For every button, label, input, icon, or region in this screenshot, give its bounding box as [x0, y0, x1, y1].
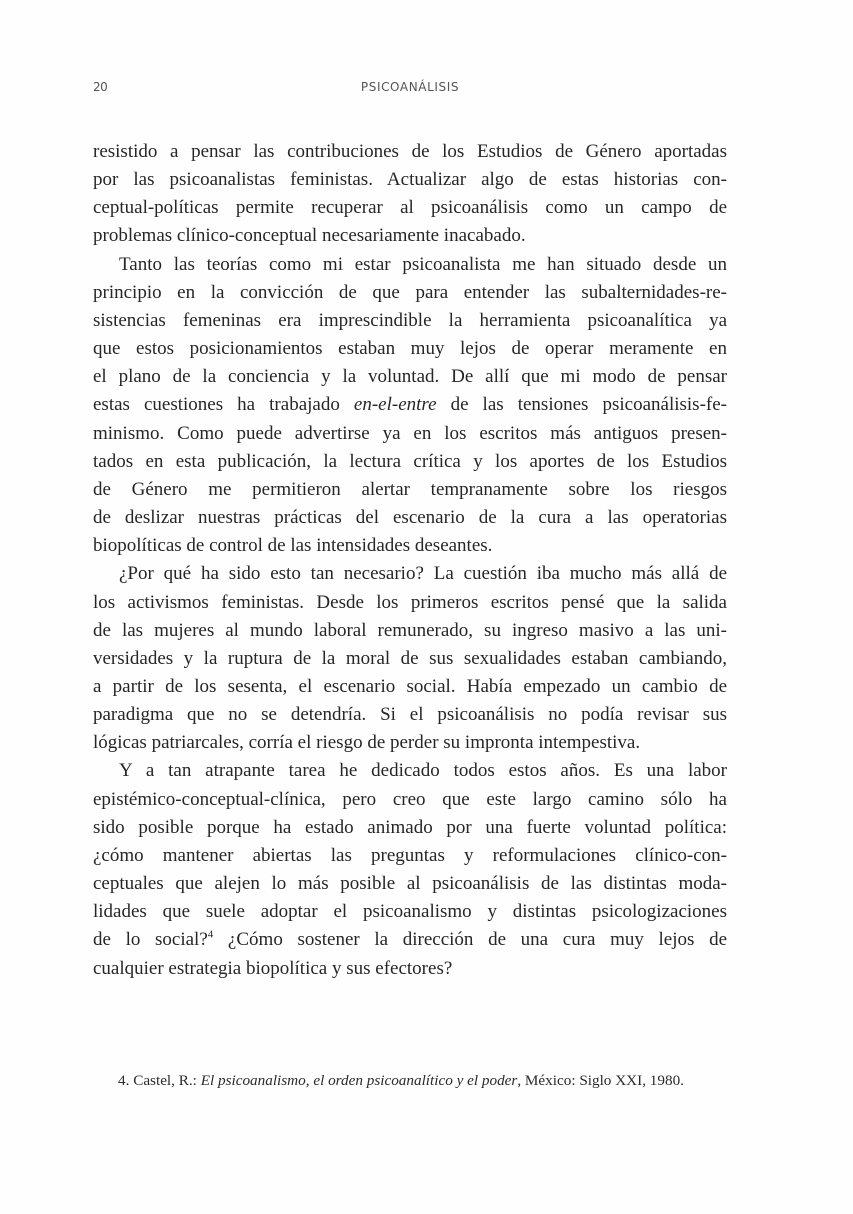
paragraph-4 — [93, 757, 727, 982]
text-run: ¿Cómo sostener la dirección de una cura muy lejos de — [213, 929, 728, 951]
text-line: problemas clínico-conceptual necesariamente inacabado. — [93, 225, 526, 247]
text-line: principio en la convicción de que para entender las subalternidades-re- — [93, 281, 727, 303]
text-line: a partir de los sesenta, el escenario social. Había empezado un cambio de — [93, 675, 727, 697]
text-run: de las tensiones psicoanálisis-fe- — [436, 394, 727, 416]
paragraph-2 — [93, 251, 727, 561]
text-line: ¿cómo mantener abiertas las preguntas y reformulaciones clínico-con- — [93, 844, 727, 866]
text-line: ceptual-políticas permite recuperar al psicoanálisis como un campo de — [93, 197, 727, 219]
text-run: de lo social? — [93, 929, 208, 951]
footnote-title: El psicoanalismo, el orden psicoanalítico y el poder — [200, 1071, 518, 1089]
running-title: PSICOANÁLISIS — [360, 80, 460, 94]
running-head — [93, 80, 727, 102]
text-line: versidades y la ruptura de la moral de sus sexualidades estaban cambiando, — [93, 647, 727, 669]
paragraph-3 — [93, 560, 727, 757]
italic-term: en-el-entre — [353, 394, 437, 416]
footnote — [118, 1071, 758, 1131]
footnote-reference[interactable]: 4 — [207, 929, 214, 942]
text-run: estas cuestiones ha trabajado — [93, 394, 354, 416]
text-line: los activismos feministas. Desde los primeros escritos pensé que la salida — [93, 591, 727, 613]
text-line: cualquier estrategia biopolítica y sus efectores? — [93, 957, 453, 979]
text-line: resistido a pensar las contribuciones de los Estudios de Género aportadas — [93, 141, 727, 162]
text-line: lidades que suele adoptar el psicoanalismo y distintas psicologizaciones — [93, 901, 727, 923]
text-line: paradigma que no se detendría. Si el psicoanálisis no podía revisar sus — [93, 704, 727, 726]
text-line: que estos posicionamientos estaban muy lejos de operar meramente en — [93, 338, 727, 360]
text-line: Y a tan atrapante tarea he dedicado todos estos años. Es una labor — [119, 760, 727, 782]
text-line: sido posible porque ha estado animado por una fuerte voluntad política: — [93, 816, 727, 838]
text-line: de deslizar nuestras prácticas del escenario de la cura a las operatorias — [93, 507, 727, 529]
text-line-with-footnote-ref — [93, 926, 727, 954]
paragraph-1 — [93, 138, 727, 251]
text-line: ceptuales que alejen lo más posible al psicoanálisis de las distintas moda- — [93, 873, 727, 895]
text-line: de las mujeres al mundo laboral remunerado, su ingreso masivo a las uni- — [93, 619, 727, 641]
footnote-author: Castel, R.: — [133, 1071, 197, 1089]
text-line: de Género me permitieron alertar tempranamente sobre los riesgos — [93, 478, 727, 500]
text-line: epistémico-conceptual-clínica, pero creo que este largo camino sólo ha — [93, 788, 727, 810]
text-line: por las psicoanalistas feministas. Actualizar algo de estas historias con- — [93, 169, 727, 191]
footnote-number: 4. — [118, 1071, 130, 1089]
text-line: sistencias femeninas era imprescindible la herramienta psicoanalítica ya — [93, 309, 727, 331]
text-line: minismo. Como puede advertirse ya en los escritos más antiguos presen- — [93, 422, 727, 444]
text-line: Tanto las teorías como mi estar psicoanalista me han situado desde un — [119, 253, 727, 275]
text-line: lógicas patriarcales, corría el riesgo de perder su impronta intempestiva. — [93, 732, 641, 754]
footnote-publication: , México: Siglo XXI, 1980. — [517, 1071, 684, 1089]
body-text — [93, 138, 727, 983]
text-line: biopolíticas de control de las intensidades deseantes. — [93, 535, 493, 557]
text-line: el plano de la conciencia y la voluntad. De allí que mi modo de pensar — [93, 366, 727, 388]
page-number: 20 — [93, 80, 108, 94]
text-line: ¿Por qué ha sido esto tan necesario? La cuestión iba mucho más allá de — [119, 563, 727, 585]
text-line-with-italic — [93, 391, 727, 419]
text-line: tados en esta publicación, la lectura crítica y los aportes de los Estudios — [93, 450, 727, 472]
